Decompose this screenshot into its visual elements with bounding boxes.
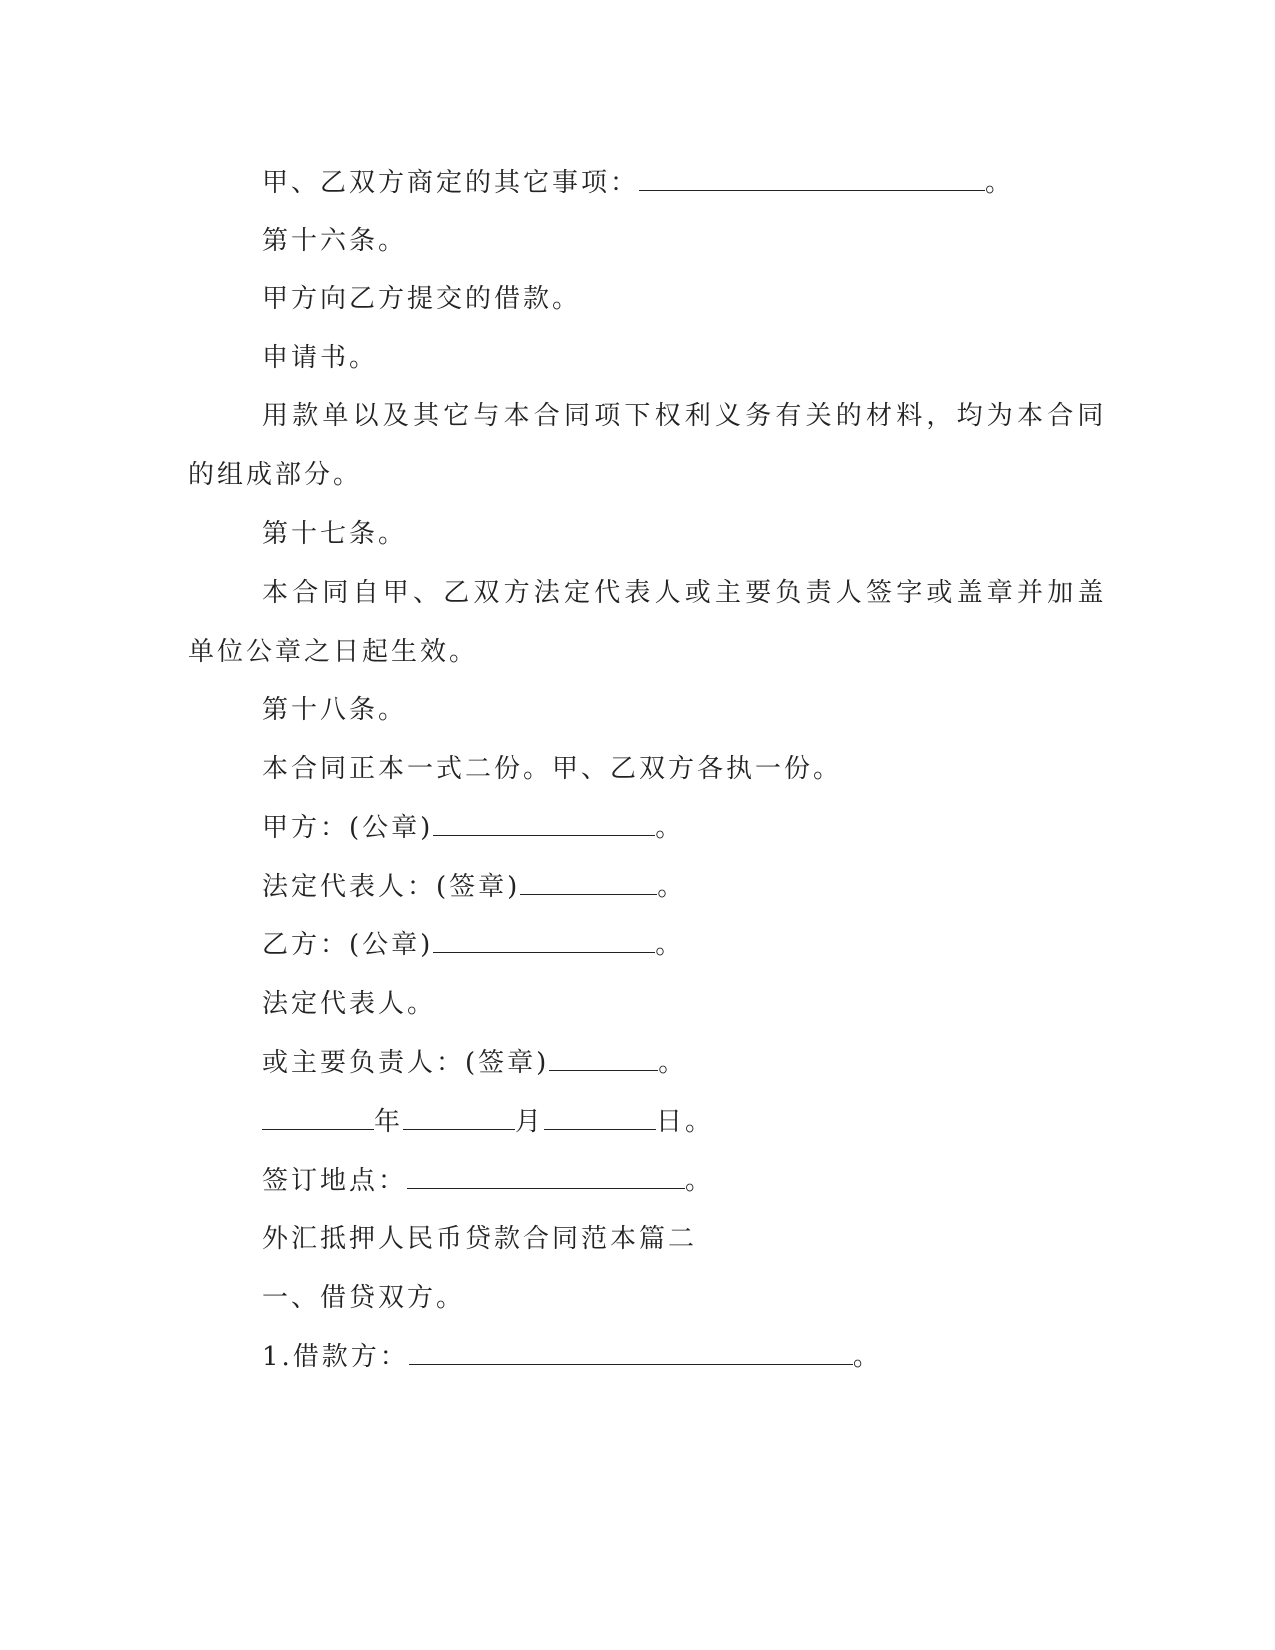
- party-b-rep-heading: 法定代表人。: [262, 989, 437, 1019]
- party-a-rep-blank: [520, 872, 657, 895]
- section-heading-parties: 一、借贷双方。: [262, 1283, 466, 1313]
- article-17-text-2: 单位公章之日起生效。: [188, 637, 479, 667]
- line-end-mark: 。: [852, 1342, 882, 1372]
- article-18-heading: 第十八条。: [262, 695, 408, 725]
- article-16-text-3: 用款单以及其它与本合同项下权利义务有关的材料，均为本合同: [262, 401, 1108, 431]
- borrower-blank: [409, 1342, 853, 1365]
- party-a-rep-label: 法定代表人：(签章): [262, 872, 521, 902]
- article-16-text-2: 申请书。: [262, 343, 379, 373]
- day-blank: [544, 1107, 656, 1130]
- article-17-text-1: 本合同自甲、乙双方法定代表人或主要负责人签字或盖章并加盖: [262, 578, 1108, 608]
- party-a-seal-line: [262, 813, 684, 843]
- party-b-seal-blank: [433, 930, 655, 953]
- party-b-principal-line: [262, 1048, 687, 1078]
- section-title-part-two: 外汇抵押人民币贷款合同范本篇二: [262, 1224, 698, 1254]
- line-end-mark: 。: [658, 1048, 688, 1078]
- line-end-mark: 。: [985, 168, 1015, 198]
- article-16-heading: 第十六条。: [262, 226, 408, 256]
- other-matters-label: 甲、乙双方商定的其它事项：: [262, 168, 640, 198]
- line-end-mark: 。: [655, 930, 685, 960]
- signing-place-line: [262, 1166, 714, 1196]
- party-b-principal-blank: [549, 1048, 658, 1071]
- party-b-seal-line: [262, 930, 684, 960]
- year-blank: [262, 1107, 374, 1130]
- other-matters-blank: [639, 168, 985, 191]
- signing-date-line: [262, 1107, 714, 1137]
- article-18-text: 本合同正本一式二份。甲、乙双方各执一份。: [262, 754, 843, 784]
- article-17-heading: 第十七条。: [262, 519, 408, 549]
- day-label: 日。: [656, 1107, 715, 1137]
- signing-place-blank: [407, 1166, 685, 1189]
- party-b-principal-label: 或主要负责人：(签章): [262, 1048, 550, 1078]
- party-b-seal-label: 乙方：(公章): [262, 930, 434, 960]
- borrower-label: 1.借款方：: [262, 1342, 409, 1372]
- party-a-rep-line: [262, 872, 686, 902]
- line-end-mark: 。: [655, 813, 685, 843]
- article-16-text-4: 的组成部分。: [188, 460, 363, 490]
- month-label: 月: [515, 1107, 545, 1137]
- signing-place-label: 签订地点：: [262, 1166, 408, 1196]
- other-matters-line: [262, 168, 1014, 198]
- line-end-mark: 。: [685, 1166, 715, 1196]
- year-label: 年: [374, 1107, 404, 1137]
- borrower-line: [262, 1342, 882, 1372]
- party-a-seal-blank: [433, 813, 655, 836]
- month-blank: [403, 1107, 515, 1130]
- line-end-mark: 。: [657, 872, 687, 902]
- party-a-seal-label: 甲方：(公章): [262, 813, 434, 843]
- article-16-text-1: 甲方向乙方提交的借款。: [262, 284, 582, 314]
